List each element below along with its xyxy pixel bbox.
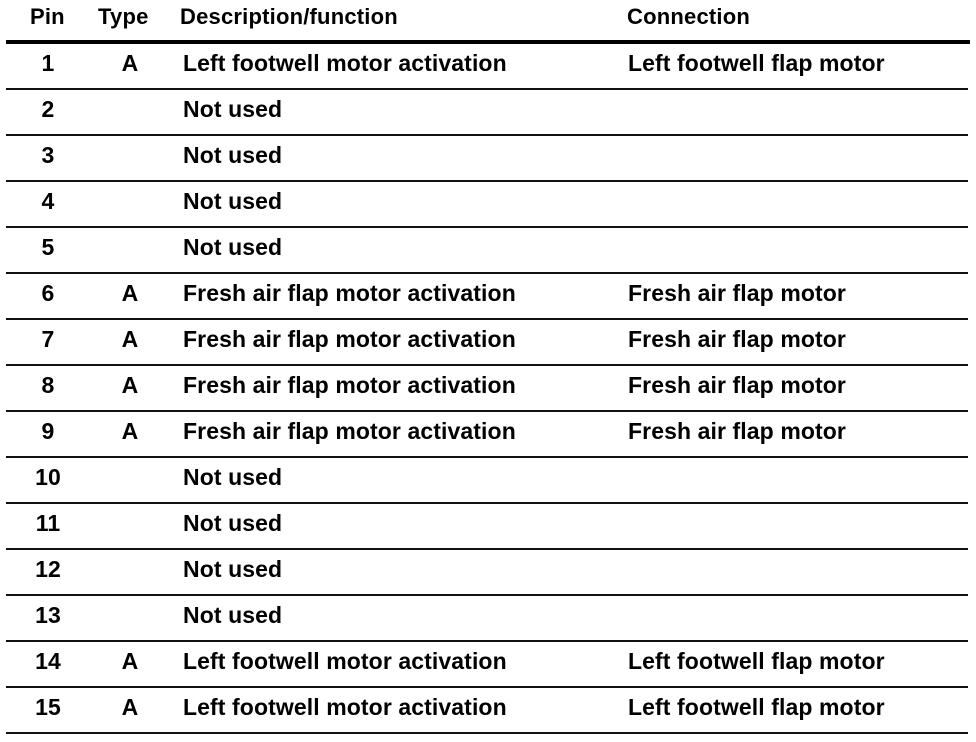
pin-cell: 1 [41,50,55,76]
header-description: Description/function [180,4,398,29]
table-row [0,642,976,688]
type-cell: A [121,326,139,352]
connection-cell: Fresh air flap motor [628,326,846,352]
type-cell: A [121,372,139,398]
description-cell: Not used [183,464,283,490]
connection-cell: Left footwell flap motor [628,648,885,674]
description-cell: Not used [183,556,283,582]
type-cell: A [121,280,139,306]
pin-cell: 5 [41,234,55,260]
header-connection: Connection [627,4,750,29]
table-row [0,458,976,504]
type-cell: A [121,694,139,720]
pin-cell: 4 [41,188,55,214]
connection-cell: Fresh air flap motor [628,418,846,444]
table-row [0,136,976,182]
table-row [0,44,976,90]
type-cell: A [121,50,139,76]
pin-cell: 11 [35,510,61,536]
description-cell: Fresh air flap motor activation [183,418,516,444]
pin-cell: 10 [35,464,61,490]
description-cell: Not used [183,142,283,168]
pin-cell: 3 [41,142,55,168]
table-row [0,366,976,412]
table-row [0,688,976,734]
pin-cell: 12 [35,556,61,582]
connection-cell: Left footwell flap motor [628,694,885,720]
description-cell: Not used [183,602,283,628]
description-cell: Not used [183,234,283,260]
table-row [0,550,976,596]
description-cell: Left footwell motor activation [183,50,507,76]
description-cell: Left footwell motor activation [183,648,507,674]
row-divider [6,732,968,734]
pin-cell: 15 [35,694,61,720]
connection-cell: Left footwell flap motor [628,50,885,76]
table-row [0,274,976,320]
description-cell: Not used [183,96,283,122]
table-row [0,596,976,642]
pin-cell: 2 [41,96,55,122]
connection-cell: Fresh air flap motor [628,372,846,398]
table-row [0,228,976,274]
description-cell: Not used [183,510,283,536]
description-cell: Fresh air flap motor activation [183,372,516,398]
table-header [0,0,976,36]
table-row [0,412,976,458]
connection-cell: Fresh air flap motor [628,280,846,306]
table-row [0,182,976,228]
pin-cell: 6 [41,280,55,306]
header-type: Type [98,4,149,29]
type-cell: A [121,648,139,674]
description-cell: Left footwell motor activation [183,694,507,720]
description-cell: Fresh air flap motor activation [183,280,516,306]
table-row [0,320,976,366]
table-body [0,44,976,734]
description-cell: Not used [183,188,283,214]
pin-cell: 13 [35,602,61,628]
pin-cell: 7 [41,326,55,352]
description-cell: Fresh air flap motor activation [183,326,516,352]
pin-cell: 8 [41,372,55,398]
pin-cell: 9 [41,418,55,444]
header-pin: Pin [30,4,65,29]
table-row [0,90,976,136]
table-row [0,504,976,550]
type-cell: A [121,418,139,444]
pin-cell: 14 [35,648,61,674]
